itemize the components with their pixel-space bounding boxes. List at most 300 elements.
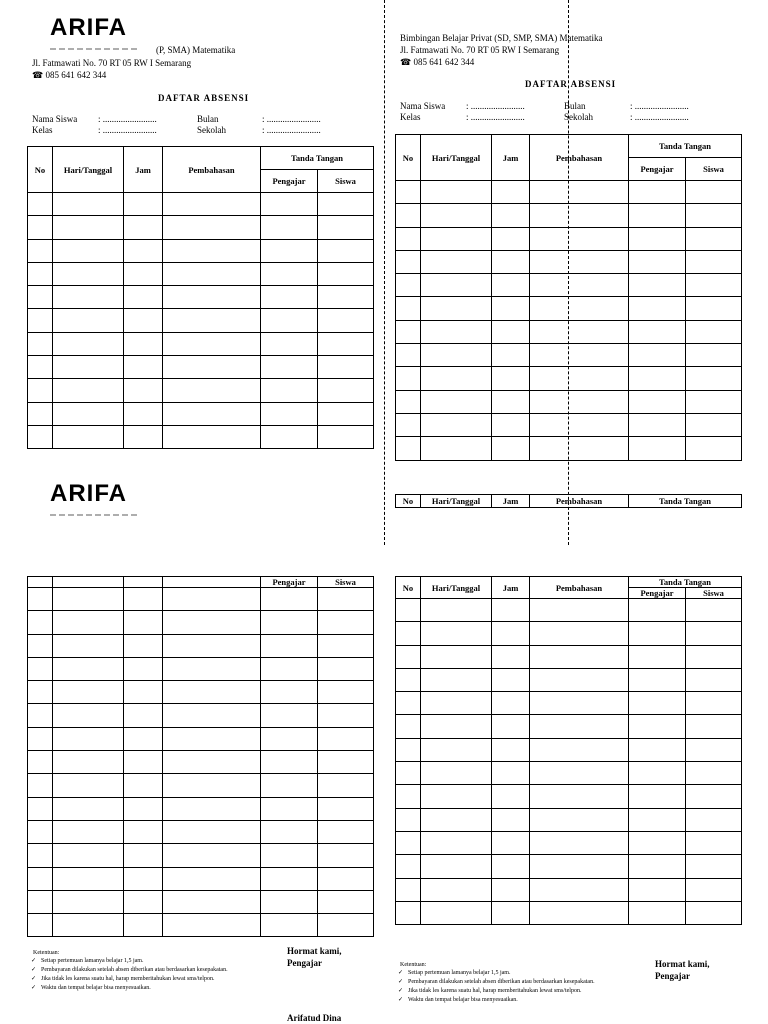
table-cell[interactable] [421,878,492,901]
table-cell[interactable] [318,844,374,867]
table-cell[interactable] [421,808,492,831]
table-cell[interactable] [396,762,421,785]
table-cell[interactable] [421,367,492,390]
table-cell[interactable] [629,390,686,413]
table-cell[interactable] [530,413,629,436]
table-cell[interactable] [318,867,374,890]
table-cell[interactable] [318,657,374,680]
table-cell[interactable] [163,216,261,239]
table-cell[interactable] [686,855,742,878]
table-cell[interactable] [421,297,492,320]
table-cell[interactable] [396,390,421,413]
table-cell[interactable] [318,193,374,216]
table-cell[interactable] [28,193,53,216]
table-cell[interactable] [396,344,421,367]
table-cell[interactable] [530,901,629,924]
table-cell[interactable] [492,274,530,297]
table-cell[interactable] [629,855,686,878]
table-cell[interactable] [28,704,53,727]
table-cell[interactable] [530,204,629,227]
table-cell[interactable] [318,588,374,611]
table-cell[interactable] [261,193,318,216]
table-cell[interactable] [53,657,124,680]
table-cell[interactable] [492,622,530,645]
table-cell[interactable] [28,611,53,634]
table-cell[interactable] [318,332,374,355]
table-cell[interactable] [396,413,421,436]
table-cell[interactable] [421,227,492,250]
table-cell[interactable] [629,668,686,691]
table-cell[interactable] [124,634,163,657]
table-cell[interactable] [492,599,530,622]
table-cell[interactable] [396,831,421,854]
table-cell[interactable] [261,774,318,797]
table-cell[interactable] [492,901,530,924]
table-cell[interactable] [53,704,124,727]
table-cell[interactable] [629,227,686,250]
table-cell[interactable] [124,844,163,867]
table-cell[interactable] [53,286,124,309]
table-cell[interactable] [261,797,318,820]
table-cell[interactable] [28,681,53,704]
table-cell[interactable] [53,193,124,216]
table-cell[interactable] [396,181,421,204]
table-cell[interactable] [261,634,318,657]
table-cell[interactable] [629,297,686,320]
table-cell[interactable] [163,890,261,913]
table-cell[interactable] [629,645,686,668]
table-cell[interactable] [318,681,374,704]
table-cell[interactable] [124,588,163,611]
table-cell[interactable] [396,785,421,808]
table-cell[interactable] [421,250,492,273]
table-cell[interactable] [629,808,686,831]
table-cell[interactable] [124,867,163,890]
table-cell[interactable] [163,797,261,820]
table-cell[interactable] [530,599,629,622]
table-cell[interactable] [318,704,374,727]
table-cell[interactable] [53,611,124,634]
table-cell[interactable] [318,425,374,448]
table-cell[interactable] [124,356,163,379]
table-cell[interactable] [492,762,530,785]
table-cell[interactable] [318,774,374,797]
table-cell[interactable] [421,274,492,297]
table-cell[interactable] [124,309,163,332]
table-cell[interactable] [396,738,421,761]
table-cell[interactable] [629,785,686,808]
table-cell[interactable] [261,657,318,680]
table-cell[interactable] [163,634,261,657]
table-cell[interactable] [530,785,629,808]
table-cell[interactable] [163,914,261,937]
table-cell[interactable] [28,914,53,937]
sekolah-field[interactable]: : ........................ [262,125,321,135]
table-cell[interactable] [28,657,53,680]
table-cell[interactable] [318,309,374,332]
table-cell[interactable] [396,274,421,297]
table-cell[interactable] [28,867,53,890]
table-cell[interactable] [124,379,163,402]
table-cell[interactable] [53,309,124,332]
table-cell[interactable] [421,622,492,645]
table-cell[interactable] [396,715,421,738]
table-cell[interactable] [686,738,742,761]
table-cell[interactable] [421,785,492,808]
table-cell[interactable] [686,344,742,367]
table-cell[interactable] [629,367,686,390]
table-cell[interactable] [261,216,318,239]
table-cell[interactable] [124,681,163,704]
table-cell[interactable] [421,344,492,367]
table-cell[interactable] [261,611,318,634]
table-cell[interactable] [318,914,374,937]
table-cell[interactable] [124,751,163,774]
table-cell[interactable] [28,379,53,402]
table-cell[interactable] [629,274,686,297]
table-cell[interactable] [492,367,530,390]
table-cell[interactable] [492,785,530,808]
table-cell[interactable] [421,320,492,343]
table-cell[interactable] [124,425,163,448]
table-cell[interactable] [686,274,742,297]
table-cell[interactable] [53,681,124,704]
table-cell[interactable] [421,901,492,924]
table-cell[interactable] [421,181,492,204]
table-cell[interactable] [686,622,742,645]
table-cell[interactable] [28,634,53,657]
table-cell[interactable] [124,239,163,262]
table-cell[interactable] [28,844,53,867]
table-cell[interactable] [530,855,629,878]
table-cell[interactable] [261,425,318,448]
table-cell[interactable] [629,413,686,436]
table-cell[interactable] [421,762,492,785]
table-cell[interactable] [530,227,629,250]
table-cell[interactable] [421,413,492,436]
table-cell[interactable] [686,668,742,691]
table-cell[interactable] [124,332,163,355]
table-cell[interactable] [124,914,163,937]
table-cell[interactable] [421,738,492,761]
table-cell[interactable] [28,588,53,611]
table-cell[interactable] [53,844,124,867]
table-cell[interactable] [492,297,530,320]
table-cell[interactable] [163,774,261,797]
table-cell[interactable] [396,668,421,691]
table-cell[interactable] [492,437,530,460]
table-cell[interactable] [53,402,124,425]
table-cell[interactable] [163,286,261,309]
table-cell[interactable] [124,774,163,797]
table-cell[interactable] [53,332,124,355]
table-cell[interactable] [163,309,261,332]
table-cell[interactable] [421,599,492,622]
table-cell[interactable] [163,588,261,611]
table-cell[interactable] [163,193,261,216]
nama-field[interactable]: : ........................ [98,114,157,124]
table-cell[interactable] [28,425,53,448]
table-cell[interactable] [124,657,163,680]
table-cell[interactable] [28,356,53,379]
table-cell[interactable] [686,297,742,320]
table-cell[interactable] [396,901,421,924]
table-cell[interactable] [28,820,53,843]
table-cell[interactable] [163,402,261,425]
table-cell[interactable] [629,250,686,273]
table-cell[interactable] [318,890,374,913]
table-cell[interactable] [396,808,421,831]
table-cell[interactable] [261,588,318,611]
table-cell[interactable] [686,808,742,831]
table-cell[interactable] [396,878,421,901]
table-cell[interactable] [629,437,686,460]
table-cell[interactable] [396,599,421,622]
table-cell[interactable] [629,692,686,715]
table-cell[interactable] [629,320,686,343]
table-cell[interactable] [163,379,261,402]
table-cell[interactable] [318,286,374,309]
table-cell[interactable] [530,274,629,297]
table-cell[interactable] [53,588,124,611]
table-cell[interactable] [318,262,374,285]
table-cell[interactable] [261,844,318,867]
table-cell[interactable] [53,890,124,913]
table-cell[interactable] [492,413,530,436]
table-cell[interactable] [492,878,530,901]
table-cell[interactable] [163,332,261,355]
table-cell[interactable] [686,367,742,390]
table-cell[interactable] [124,727,163,750]
table-cell[interactable] [53,797,124,820]
table-cell[interactable] [163,704,261,727]
table-cell[interactable] [163,751,261,774]
table-cell[interactable] [686,250,742,273]
table-cell[interactable] [53,727,124,750]
table-cell[interactable] [492,390,530,413]
table-cell[interactable] [629,901,686,924]
table-cell[interactable] [163,844,261,867]
table-cell[interactable] [686,320,742,343]
table-cell[interactable] [261,262,318,285]
table-cell[interactable] [261,681,318,704]
table-cell[interactable] [163,611,261,634]
table-cell[interactable] [629,762,686,785]
table-cell[interactable] [530,622,629,645]
table-cell[interactable] [261,704,318,727]
table-cell[interactable] [28,286,53,309]
table-cell[interactable] [261,867,318,890]
table-cell[interactable] [629,204,686,227]
table-cell[interactable] [53,379,124,402]
table-cell[interactable] [530,181,629,204]
table-cell[interactable] [396,227,421,250]
table-cell[interactable] [124,286,163,309]
table-cell[interactable] [53,216,124,239]
table-cell[interactable] [421,645,492,668]
table-cell[interactable] [261,727,318,750]
table-cell[interactable] [492,344,530,367]
table-cell[interactable] [318,379,374,402]
table-cell[interactable] [318,634,374,657]
table-cell[interactable] [530,320,629,343]
table-cell[interactable] [53,356,124,379]
table-cell[interactable] [530,344,629,367]
table-cell[interactable] [686,715,742,738]
sekolah-field-2[interactable]: : ........................ [630,112,689,122]
table-cell[interactable] [686,413,742,436]
table-cell[interactable] [318,727,374,750]
table-cell[interactable] [28,309,53,332]
table-cell[interactable] [261,356,318,379]
table-cell[interactable] [163,657,261,680]
table-cell[interactable] [492,668,530,691]
table-cell[interactable] [261,239,318,262]
table-cell[interactable] [318,239,374,262]
table-cell[interactable] [492,715,530,738]
table-cell[interactable] [492,250,530,273]
table-cell[interactable] [629,878,686,901]
table-cell[interactable] [492,181,530,204]
table-cell[interactable] [530,437,629,460]
table-cell[interactable] [396,855,421,878]
table-cell[interactable] [28,751,53,774]
table-cell[interactable] [492,855,530,878]
table-cell[interactable] [629,622,686,645]
table-cell[interactable] [421,692,492,715]
table-cell[interactable] [28,774,53,797]
table-cell[interactable] [421,831,492,854]
table-cell[interactable] [261,820,318,843]
table-cell[interactable] [530,367,629,390]
table-cell[interactable] [261,286,318,309]
bulan-field-2[interactable]: : ........................ [630,101,689,111]
table-cell[interactable] [396,204,421,227]
table-cell[interactable] [686,599,742,622]
table-cell[interactable] [261,402,318,425]
table-cell[interactable] [686,390,742,413]
table-cell[interactable] [28,890,53,913]
table-cell[interactable] [318,751,374,774]
table-cell[interactable] [629,599,686,622]
table-cell[interactable] [492,645,530,668]
table-cell[interactable] [163,425,261,448]
table-cell[interactable] [492,320,530,343]
table-cell[interactable] [629,181,686,204]
table-cell[interactable] [261,332,318,355]
table-cell[interactable] [28,216,53,239]
table-cell[interactable] [318,820,374,843]
table-cell[interactable] [261,751,318,774]
table-cell[interactable] [261,914,318,937]
table-cell[interactable] [686,645,742,668]
table-cell[interactable] [28,239,53,262]
bulan-field[interactable]: : ........................ [262,114,321,124]
table-cell[interactable] [318,402,374,425]
table-cell[interactable] [261,379,318,402]
table-cell[interactable] [53,914,124,937]
table-cell[interactable] [686,831,742,854]
table-cell[interactable] [530,762,629,785]
table-cell[interactable] [530,645,629,668]
table-cell[interactable] [421,204,492,227]
table-cell[interactable] [530,831,629,854]
table-cell[interactable] [421,668,492,691]
table-cell[interactable] [530,692,629,715]
table-cell[interactable] [28,727,53,750]
table-cell[interactable] [28,402,53,425]
table-cell[interactable] [629,715,686,738]
table-cell[interactable] [28,332,53,355]
table-cell[interactable] [124,262,163,285]
table-cell[interactable] [124,797,163,820]
table-cell[interactable] [686,785,742,808]
table-cell[interactable] [629,344,686,367]
table-cell[interactable] [530,878,629,901]
table-cell[interactable] [318,797,374,820]
table-cell[interactable] [53,634,124,657]
table-cell[interactable] [53,820,124,843]
table-cell[interactable] [124,820,163,843]
table-cell[interactable] [686,227,742,250]
table-cell[interactable] [163,727,261,750]
table-cell[interactable] [686,692,742,715]
table-cell[interactable] [421,715,492,738]
table-cell[interactable] [686,901,742,924]
table-cell[interactable] [163,262,261,285]
table-cell[interactable] [163,239,261,262]
table-cell[interactable] [124,890,163,913]
table-cell[interactable] [318,611,374,634]
table-cell[interactable] [629,831,686,854]
table-cell[interactable] [492,831,530,854]
table-cell[interactable] [53,239,124,262]
nama-field-2[interactable]: : ........................ [466,101,525,111]
table-cell[interactable] [261,890,318,913]
table-cell[interactable] [53,425,124,448]
table-cell[interactable] [492,738,530,761]
table-cell[interactable] [53,262,124,285]
table-cell[interactable] [396,250,421,273]
table-cell[interactable] [163,867,261,890]
kelas-field[interactable]: : ........................ [98,125,157,135]
table-cell[interactable] [396,320,421,343]
table-cell[interactable] [421,855,492,878]
table-cell[interactable] [530,668,629,691]
table-cell[interactable] [686,762,742,785]
table-cell[interactable] [530,715,629,738]
table-cell[interactable] [421,390,492,413]
table-cell[interactable] [124,402,163,425]
table-cell[interactable] [530,250,629,273]
table-cell[interactable] [396,297,421,320]
table-cell[interactable] [686,181,742,204]
table-cell[interactable] [492,204,530,227]
table-cell[interactable] [530,808,629,831]
table-cell[interactable] [318,356,374,379]
table-cell[interactable] [686,437,742,460]
table-cell[interactable] [53,867,124,890]
table-cell[interactable] [53,751,124,774]
table-cell[interactable] [396,622,421,645]
table-cell[interactable] [492,692,530,715]
table-cell[interactable] [396,367,421,390]
table-cell[interactable] [163,820,261,843]
table-cell[interactable] [396,692,421,715]
table-cell[interactable] [124,611,163,634]
table-cell[interactable] [421,437,492,460]
table-cell[interactable] [396,645,421,668]
